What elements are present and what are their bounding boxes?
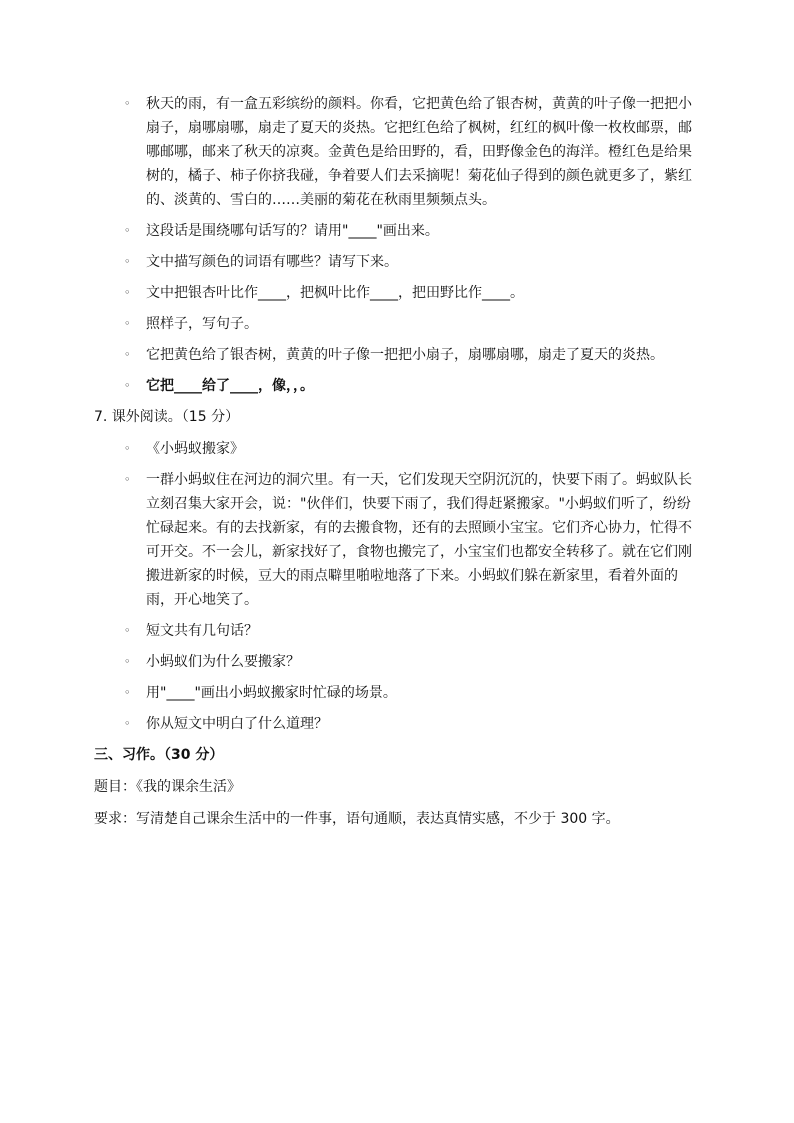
q7-passage-title <box>124 437 696 461</box>
q6-subquestion-2 <box>124 250 696 274</box>
q7-subquestion-4 <box>124 712 696 736</box>
q7-subquestion-text: 用"____"画出小蚂蚁搬家时忙碌的场景。 <box>146 685 397 701</box>
q6-subquestion-text: 文中把银杏叶比作____，把枫叶比作____，把田野比作____。 <box>146 285 524 301</box>
bullet-icon: ◦ <box>124 655 131 668</box>
bullet-icon: ◦ <box>124 97 131 110</box>
q6-example-text: 它把黄色给了银杏树，黄黄的叶子像一把把小扇子，扇哪扇哪，扇走了夏天的炎热。 <box>146 347 664 363</box>
q7-subquestion-2 <box>124 650 696 674</box>
section3-topic: 题目：《我的课余生活》 <box>94 779 241 795</box>
bullet-icon: ◦ <box>124 348 131 361</box>
bullet-icon: ◦ <box>124 442 131 455</box>
bullet-icon: ◦ <box>124 224 131 237</box>
q7-title-text: 《小蚂蚁搬家》 <box>146 441 244 457</box>
q6-list <box>0 92 794 398</box>
q6-subquestion-3 <box>124 281 696 305</box>
q7-subquestion-1 <box>124 619 696 643</box>
bullet-icon: ◦ <box>124 255 131 268</box>
section3-heading: 三、习作。（30 分） <box>94 747 224 763</box>
q6-subquestion-text: 文中描写颜色的词语有哪些？请写下来。 <box>146 254 398 270</box>
bullet-icon: ◦ <box>124 717 131 730</box>
q7-subquestion-text: 小蚂蚁们为什么要搬家？ <box>146 654 300 670</box>
q7-passage <box>124 468 696 612</box>
q7-subquestion-3 <box>124 681 696 705</box>
q6-fill-sentence <box>124 374 696 398</box>
q7-subquestion-text: 短文共有几句话？ <box>146 623 258 639</box>
q7-heading: 7. 课外阅读。（15 分） <box>94 409 240 425</box>
q6-example-sentence <box>124 343 696 367</box>
bullet-icon: ◦ <box>124 379 131 392</box>
q7-subquestion-text: 你从短文中明白了什么道理？ <box>146 716 328 732</box>
q7-passage-text: 一群小蚂蚁住在河边的洞穴里。有一天，它们发现天空阴沉沉的，快要下雨了。蚂蚁队长立刻召集大家开会，说："伙伴们，快要下雨了，我们得赶紧搬家。"小蚂蚁们听了，纷纷忙碌起来。有的去找新家，有的去搬食物，还有的去照顾小宝宝。它们齐心协力，忙得不可开交。不一会儿，新家找好了，食物也搬完了，小宝宝们也都安全转移了。就在它们刚搬进新家的时候，豆大的雨点噼里啪啦地落了下来。小蚂蚁们躲在新家里，看着外面的雨，开心地笑了。 <box>146 472 692 608</box>
q6-fill-text: 它把____给了____，像，，。 <box>146 378 314 394</box>
q6-passage <box>124 92 696 212</box>
q6-passage-text: 秋天的雨，有一盒五彩缤纷的颜料。你看，它把黄色给了银杏树，黄黄的叶子像一把把小扇子，扇哪扇哪，扇走了夏天的炎热。它把红色给了枫树，红红的枫叶像一枚枚邮票，邮哪邮哪，邮来了秋天的凉爽。金黄色是给田野的，看，田野像金色的海洋。橙红色是给果树的，橘子、柿子你挤我碰，争着要人们去采摘呢！菊花仙子得到的颜色就更多了，紫红的、淡黄的、雪白的……美丽的菊花在秋雨里频频点头。 <box>146 96 692 208</box>
q6-subquestion-text: 照样子，写句子。 <box>146 316 258 332</box>
q6-subquestion-1 <box>124 219 696 243</box>
bullet-icon: ◦ <box>124 286 131 299</box>
bullet-icon: ◦ <box>124 473 131 486</box>
bullet-icon: ◦ <box>124 317 131 330</box>
q6-subquestion-4 <box>124 312 696 336</box>
q6-subquestion-text: 这段话是围绕哪句话写的？请用"____"画出来。 <box>146 223 439 239</box>
bullet-icon: ◦ <box>124 686 131 699</box>
q7-list <box>0 437 794 736</box>
section3-requirement: 要求：写清楚自己课余生活中的一件事，语句通顺，表达真情实感，不少于 300 字。 <box>94 811 620 827</box>
bullet-icon: ◦ <box>124 624 131 637</box>
